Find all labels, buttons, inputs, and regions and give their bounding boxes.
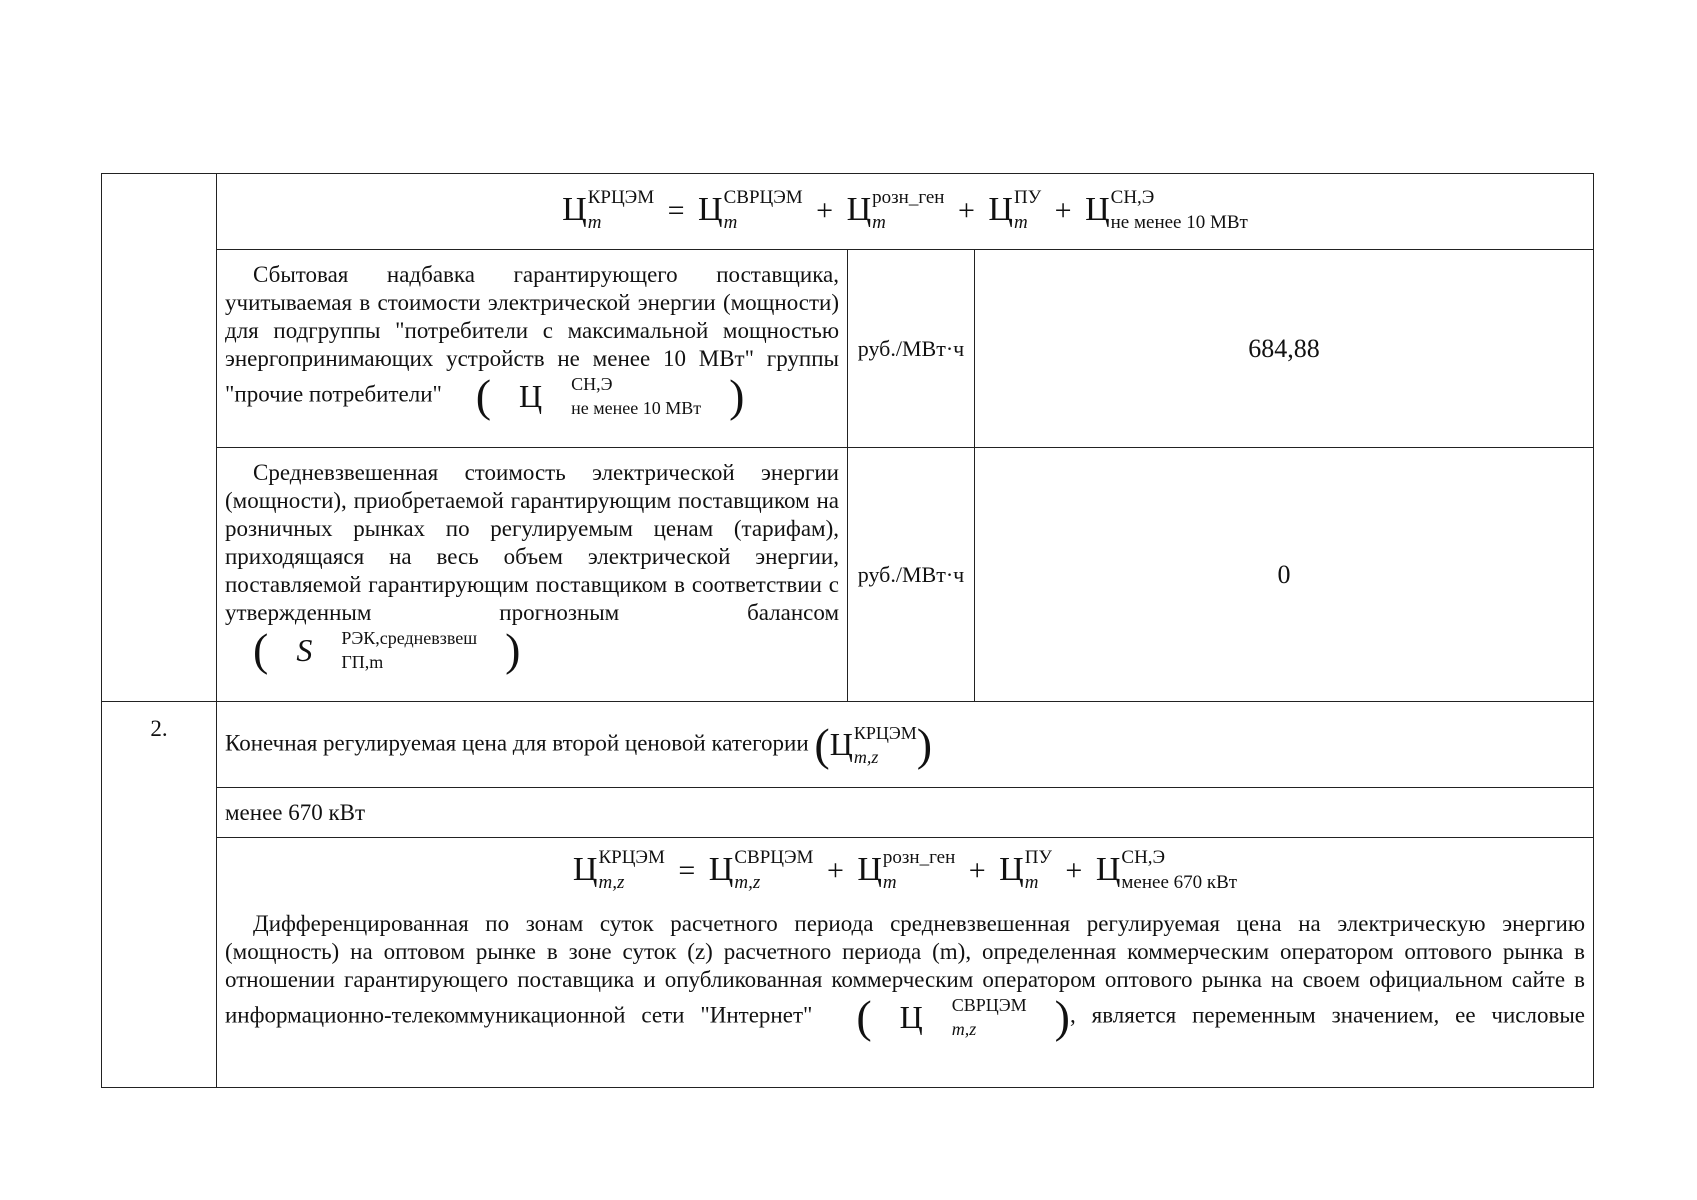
second-category-symbol: ( Ц КРЦЭМ m,z ) (814, 718, 933, 770)
formula-lhs: Ц КРЦЭМ m (562, 187, 655, 233)
formula-2-cell (217, 838, 1594, 1088)
table-row (102, 702, 1594, 788)
row-number: 2. (102, 702, 217, 1088)
capacity-label: менее 670 кВт (217, 788, 1594, 838)
table-row (102, 174, 1594, 250)
markup-symbol: ( Ц СН,Э не менее 10 МВт ) (475, 370, 745, 421)
formula-final-price-row: Ц КРЦЭМ m = Ц СВРЦЭМ m + Ц розн_ген m + Ц ПУ m + Ц СН,Э не менее 10 МВт (217, 174, 1594, 250)
formula-term: Ц СВРЦЭМ m (698, 187, 803, 233)
table-row (102, 838, 1594, 1088)
unit-cell: руб./МВт·ч (848, 250, 975, 448)
wholesale-price-symbol: ( Ц СВРЦЭМ m,z ) (856, 991, 1070, 1042)
table-row (102, 448, 1594, 702)
unit-cell: руб./МВт·ч (848, 448, 975, 702)
markup-description: Сбытовая надбавка гарантирующего поставщика, учитываемая в стоимости электрической энергии (мощности) для подгруппы "потребители с максимальной мощностью энергопринимающих устройств не менее 10 МВт" группы "прочие потребители" ( Ц СН,Э не менее 10 МВт ) (217, 250, 848, 448)
tariff-table (101, 173, 1594, 1088)
second-category-title: Конечная регулируемая цена для второй ценовой категории ( Ц КРЦЭМ m,z ) (217, 702, 1594, 788)
avg-cost-symbol: ( S РЭК,средневзвеш ГП,m ) (253, 624, 521, 675)
formula-2-explanation: Дифференцированная по зонам суток расчетного периода средневзвешенная регулируемая цена на электрическую энергию (мощность) на оптовом рынке в зоне суток (z) расчетного периода (m), определенная коммерческим оператором оптового рынка в отношении гарантирующего поставщика и опубликованная коммерческим оператором оптового рынка на своем официальном сайте в информационно-телекоммуникационной сети "Интернет" ( Ц СВРЦЭМ m,z ) , является переменным значением, ее числовые (225, 911, 1586, 1042)
formula-term: Ц ПУ m (988, 187, 1042, 233)
avg-cost-description: Средневзвешенная стоимость электрической энергии (мощности), приобретаемой гарантирующим поставщиком на розничных рынках по регулируемым ценам (тарифам), приходящаяся на весь объем электрической энергии, поставляемой гарантирующим поставщиком в соответствии с утвержденным прогнозным балансом ( S РЭК,средневзвеш ГП,m ) (217, 448, 848, 702)
formula-term: Ц розн_ген m (846, 187, 945, 233)
table-row (102, 250, 1594, 448)
number-cell (102, 174, 217, 702)
table-row (102, 788, 1594, 838)
value-cell: 0 (975, 448, 1594, 702)
formula-term: Ц СН,Э не менее 10 МВт (1085, 187, 1248, 233)
value-cell: 684,88 (975, 250, 1594, 448)
formula-second-category: Ц КРЦЭМ m,z = Ц СВРЦЭМ m,z + Ц розн_ген m + Ц ПУ m + Ц СН,Э менее 670 кВт (572, 847, 1238, 893)
